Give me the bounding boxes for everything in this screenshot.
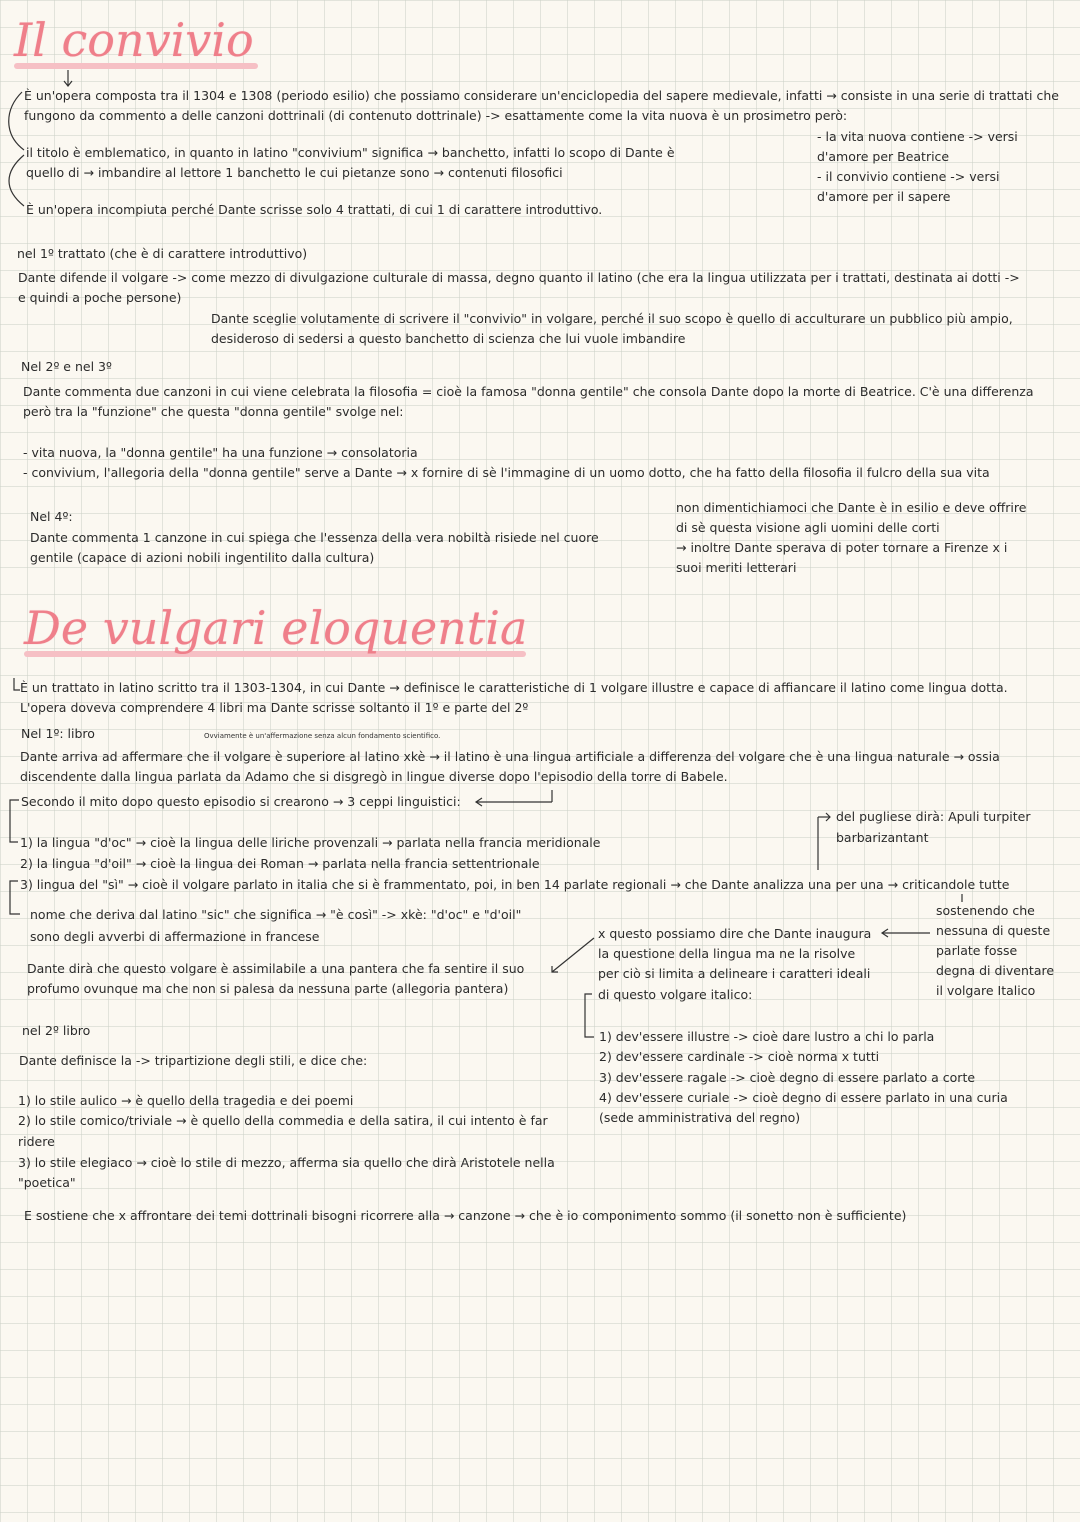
dve-intro-line-2: L'opera doveva comprendere 4 libri ma Dante scrisse soltanto il 1º e parte del 2º <box>20 700 529 715</box>
lineage-3-line-3: sono degli avverbi di affermazione in francese <box>30 929 320 944</box>
exile-note-line-4: suoi meriti letterari <box>676 560 797 575</box>
lineage-3: 3) lingua del "sì" → cioè il volgare parlato in italia che si è frammentato, poi, in ben 14 parlate regionali → che Dante analizza una per una → criticandole tutte <box>20 877 1010 892</box>
criticism-note-line-2: nessuna di queste <box>936 923 1051 938</box>
panther-line-1: Dante dirà che questo volgare è assimilabile a una pantera che fa sentire il suo <box>27 961 525 976</box>
exile-note-line-2: di sè questa visione agli uomini delle corti <box>676 520 940 535</box>
treatise-4-line-2: gentile (capace di azioni nobili ingentilito dalla cultura) <box>30 550 375 565</box>
convivio-intro-line-2: fungono da commento a delle canzoni dottrinali (di contenuto dottrinale) -> esattamente come la vita nuova è un prosimetro però: <box>24 108 848 123</box>
book-2-line-1: Dante definisce la -> tripartizione degli stili, e dice che: <box>19 1053 368 1068</box>
pugliese-note-line-2: barbarizantant <box>836 830 929 845</box>
treatise-4-heading: Nel 4º: <box>30 509 73 524</box>
section-title-dve: De vulgari eloquentia <box>24 601 528 655</box>
book-1-line-2: discendente dalla lingua parlata da Adamo che si disgregò in lingue diverse dopo l'episodio della torre di Babele. <box>20 769 728 784</box>
requirement-2: 2) dev'essere cardinale -> cioè norma x tutti <box>599 1049 880 1064</box>
style-2: 2) lo stile comico/triviale → è quello della commedia e della satira, il cui intento è far <box>18 1113 548 1128</box>
style-3-cont: "poetica" <box>18 1175 76 1190</box>
pugliese-note-line-1: del pugliese dirà: Apuli turpiter <box>836 809 1031 824</box>
criticism-note-line-4: degna di diventare <box>936 963 1055 978</box>
convivio-incomplete: È un'opera incompiuta perché Dante scrisse solo 4 trattati, di cui 1 di carattere introduttivo. <box>26 202 603 217</box>
treatise-1-line-4: desideroso di sedersi a questo banchetto di scienza che lui vuole imbandire <box>211 331 686 346</box>
side-note-line-2: d'amore per Beatrice <box>817 149 950 164</box>
book-1-line-1: Dante arriva ad affermare che il volgare è superiore al latino xkè → il latino è una lingua artificiale a differenza del volgare che è una lingua naturale → ossia <box>20 749 1000 764</box>
convivio-title-line-2: quello di → imbandire al lettore 1 banchetto le cui pietanze sono → contenuti filosofici <box>26 165 563 180</box>
convivio-title-line-1: il titolo è emblematico, in quanto in latino "convivium" significa → banchetto, infatti lo scopo di Dante è <box>26 145 675 160</box>
panther-line-2: profumo ovunque ma che non si palesa da nessuna parte (allegoria pantera) <box>27 981 509 996</box>
side-note-line-1: - la vita nuova contiene -> versi <box>817 129 1018 144</box>
treatise-1-line-2: e quindi a poche persone) <box>18 290 182 305</box>
style-1: 1) lo stile aulico → è quello della tragedia e dei poemi <box>18 1093 354 1108</box>
side-note-line-4: d'amore per il sapere <box>817 189 951 204</box>
dve-intro-line-1: È un trattato in latino scritto tra il 1303-1304, in cui Dante → definisce le caratteristiche di 1 volgare illustre e capace di affiancare il latino come lingua dotta. <box>20 680 1008 695</box>
question-line-3: per ciò si limita a delineare i caratteri ideali <box>598 966 871 981</box>
requirement-3: 3) dev'essere ragale -> cioè degno di essere parlato a corte <box>599 1070 976 1085</box>
book-2-heading: nel 2º libro <box>22 1023 91 1038</box>
convivio-intro-line-1: È un'opera composta tra il 1304 e 1308 (periodo esilio) che possiamo considerare un'enciclopedia del sapere medievale, infatti → consiste in una serie di trattati che <box>24 88 1059 103</box>
treatise-2-3-line-1: Dante commenta due canzoni in cui viene celebrata la filosofia = cioè la famosa "donna gentile" che consola Dante dopo la morte di Beatrice. C'è una differenza <box>23 384 1034 399</box>
side-note-line-3: - il convivio contiene -> versi <box>817 169 1000 184</box>
lineage-1: 1) la lingua "d'oc" → cioè la lingua delle liriche provenzali → parlata nella francia meridionale <box>20 835 601 850</box>
book-1-heading: Nel 1º: libro <box>21 726 95 741</box>
criticism-note-line-1: sostenendo che <box>936 903 1035 918</box>
style-3: 3) lo stile elegiaco → cioè lo stile di mezzo, afferma sia quello che dirà Aristotele nella <box>18 1155 555 1170</box>
book-1-line-3: Secondo il mito dopo questo episodio si crearono → 3 ceppi linguistici: <box>21 794 461 809</box>
style-2-cont: ridere <box>18 1134 55 1149</box>
question-line-4: di questo volgare italico: <box>598 987 753 1002</box>
requirement-1: 1) dev'essere illustre -> cioè dare lustro a chi lo parla <box>599 1029 935 1044</box>
treatise-1-heading: nel 1º trattato (che è di carattere introduttivo) <box>17 246 308 261</box>
requirement-4: 4) dev'essere curiale -> cioè degno di essere parlato in una curia <box>599 1090 1008 1105</box>
question-line-1: x questo possiamo dire che Dante inaugura <box>598 926 872 941</box>
exile-note-line-1: non dimentichiamoci che Dante è in esilio e deve offrire <box>676 500 1027 515</box>
book-1-footnote: Ovviamente è un'affermazione senza alcun fondamento scientifico. <box>204 732 441 740</box>
treatise-1-line-1: Dante difende il volgare -> come mezzo di divulgazione culturale di massa, degno quanto il latino (che era la lingua utilizzata per i trattati, destinata ai dotti -> <box>18 270 1020 285</box>
treatise-2-3-line-2: però tra la "funzione" che questa "donna gentile" svolge nel: <box>23 404 404 419</box>
exile-note-line-3: → inoltre Dante sperava di poter tornare a Firenze x i <box>676 540 1008 555</box>
treatise-1-line-3: Dante sceglie volutamente di scrivere il "convivio" in volgare, perché il suo scopo è quello di acculturare un pubblico più ampio, <box>211 311 1013 326</box>
requirement-4-note: (sede amministrativa del regno) <box>599 1110 801 1125</box>
section-title-convivio: Il convivio <box>14 13 254 67</box>
treatise-4-line-1: Dante commenta 1 canzone in cui spiega che l'essenza della vera nobiltà risiede nel cuore <box>30 530 599 545</box>
criticism-note-line-5: il volgare Italico <box>936 983 1036 998</box>
lineage-3-line-2: nome che deriva dal latino "sic" che significa → "è così" -> xkè: "d'oc" e "d'oil" <box>30 907 522 922</box>
criticism-note-line-3: parlate fosse <box>936 943 1018 958</box>
treatise-2-3-line-4: - convivium, l'allegoria della "donna gentile" serve a Dante → x fornire di sè l'immagine di un uomo dotto, che ha fatto della filosofia il fulcro della sua vita <box>23 465 990 480</box>
treatise-2-3-heading: Nel 2º e nel 3º <box>21 359 112 374</box>
treatise-2-3-line-3: - vita nuova, la "donna gentile" ha una funzione → consolatoria <box>23 445 418 460</box>
question-line-2: la questione della lingua ma ne la risolve <box>598 946 856 961</box>
conclusion: E sostiene che x affrontare dei temi dottrinali bisogni ricorrere alla → canzone → che è io componimento sommo (il sonetto non è sufficiente) <box>24 1208 907 1223</box>
lineage-2: 2) la lingua "d'oil" → cioè la lingua dei Roman → parlata nella francia settentrionale <box>20 856 540 871</box>
